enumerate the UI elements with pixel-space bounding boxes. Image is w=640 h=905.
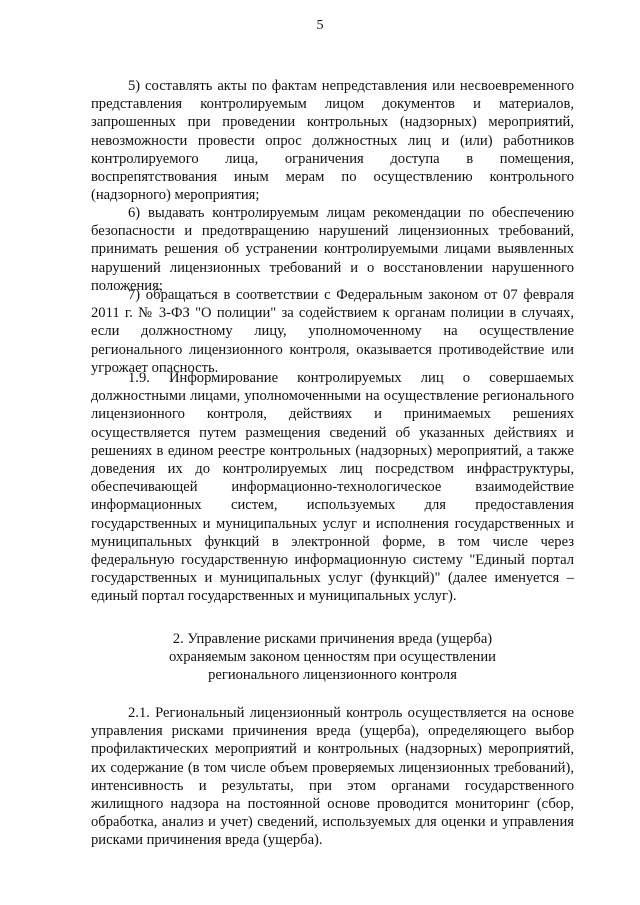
section-heading-line: регионального лицензионного контроля (208, 667, 457, 684)
paragraph-item-7: 7) обращаться в соответствии с Федеральным законом от 07 февраля 2011 г. № 3-ФЗ "О полиции" за содействием к органам полиции в случаях, если должностному лицу, уполномоченному на осуществление регионального лицензионного контроля, оказывается противодействие или угрожает опасность. (91, 287, 574, 376)
paragraph-clause-1-9: 1.9. Информирование контролируемых лиц о совершаемых должностными лицами, уполномоченными на осуществление регионального лицензионного контроля, действиях и принимаемых решениях осуществляется путем размещения сведений об указанных действиях и решениях в едином реестре контрольных (надзорных) мероприятий, а также доведения их до контролируемых лиц посредством инфраструктуры, обеспечивающей информационно-технологическое взаимодействие информационных систем, используемых для предоставления государственных и муниципальных услуг и исполнения государственных и муниципальных функций в электронной форме, в том числе через федеральную государственную информационную систему "Единый портал государственных и муниципальных услуг (функций)" (далее именуется – единый портал государственных и муниципальных услуг). (91, 370, 574, 605)
paragraph-clause-2-1: 2.1. Региональный лицензионный контроль осуществляется на основе управления рисками причинения вреда (ущерба), определяющего выбор профилактических мероприятий и контрольных (надзорных) мероприятий, их содержание (в том числе объем проверяемых лицензионных требований), интенсивность и результаты, при этом органами государственного жилищного надзора на постоянной основе проводится мониторинг (сбор, обработка, анализ и учет) сведений, используемых для оценки и управления рисками причинения вреда (ущерба). (91, 705, 574, 849)
section-heading-line: 2. Управление рисками причинения вреда (ущерба) (172, 631, 493, 647)
paragraph-item-5: 5) составлять акты по фактам непредставления или несвоевременного представления контролируемым лицом документов и материалов, запрошенных при проведении контрольных (надзорных) мероприятий, невозможности провести опрос должностных лиц и (или) работников контролируемого лица, ограничения доступа в помещения, воспрепятствования иным мерам по осуществлению контрольного (надзорного) мероприятия; (91, 78, 574, 204)
paragraph-item-6: 6) выдавать контролируемым лицам рекомендации по обеспечению безопасности и предотвращению нарушений лицензионных требований, принимать решения об устранении контролируемыми лицами выявленных нарушений лицензионных требований и о восстановлении нарушенного положения; (91, 205, 574, 294)
page-number: 5 (316, 18, 324, 33)
section-heading (91, 630, 574, 685)
section-heading-line: охраняемым законом ценностям при осуществлении (169, 649, 496, 666)
